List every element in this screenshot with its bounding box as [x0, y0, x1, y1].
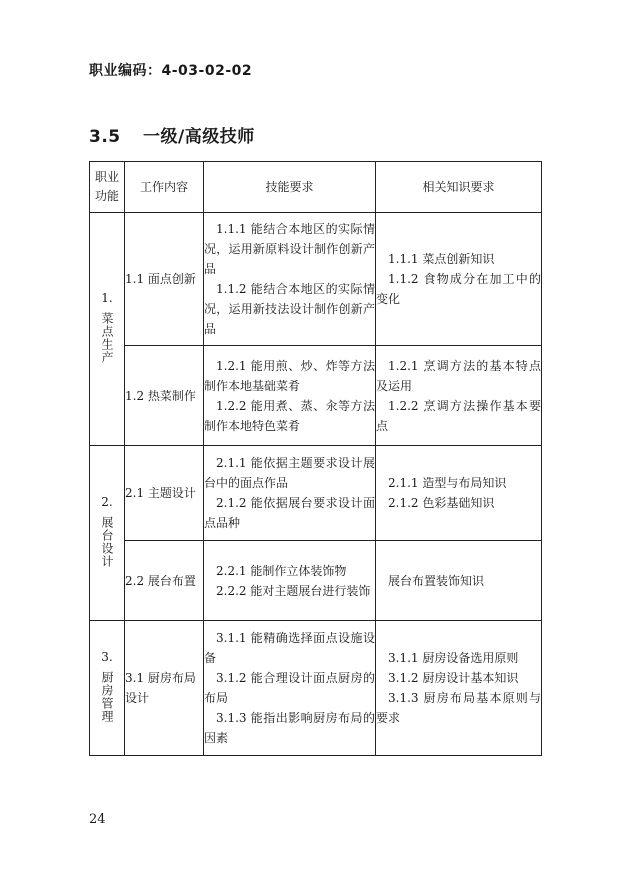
skill-item: 1.1.1 能结合本地区的实际情况，运用新原料设计制作创新产品: [204, 222, 375, 276]
knowledge-cell: [376, 213, 542, 346]
knowledge-cell: [376, 446, 542, 541]
knowledge-item: 3.1.3 厨房布局基本原则与要求: [376, 691, 541, 725]
function-name: 厨房管理: [100, 671, 114, 723]
knowledge-item: 3.1.2 厨房设计基本知识: [388, 671, 519, 685]
knowledge-cell: [376, 346, 542, 446]
page-number: 24: [89, 812, 106, 827]
header-knowledge-requirements: 相关知识要求: [376, 162, 542, 213]
table-row: [90, 346, 542, 446]
skill-item: 3.1.1 能精确选择面点设施设备: [204, 631, 375, 665]
work-content-cell: 1.1 面点创新: [125, 213, 204, 346]
table-header-row: [90, 162, 542, 213]
knowledge-item: 3.1.1 厨房设备选用原则: [388, 651, 519, 665]
knowledge-item: 2.1.1 造型与布局知识: [388, 476, 507, 490]
skill-item: 2.1.2 能依据展台要求设计面点品种: [204, 496, 375, 530]
knowledge-item: 2.1.2 色彩基础知识: [388, 496, 495, 510]
function-number: 3.: [101, 650, 113, 664]
knowledge-item: 1.1.1 菜点创新知识: [388, 252, 495, 266]
skill-cell: [204, 213, 376, 346]
function-number: 2.: [101, 495, 113, 509]
knowledge-item: 1.1.2 食物成分在加工中的变化: [376, 272, 541, 306]
table-row: [90, 213, 542, 346]
section-heading: [89, 122, 255, 147]
skill-cell: [204, 346, 376, 446]
table-row: [90, 621, 542, 756]
skill-item: 2.1.1 能依据主题要求设计展台中的面点作品: [204, 456, 375, 490]
function-cell: [90, 446, 125, 621]
header-skill-requirements: 技能要求: [204, 162, 376, 213]
skill-cell: [204, 446, 376, 541]
table-row: [90, 541, 542, 621]
skill-item: 2.2.2 能对主题展台进行装饰: [216, 583, 371, 598]
skill-item: 1.2.1 能用煎、炒、炸等方法制作本地基础菜肴: [204, 358, 375, 393]
section-number: 3.5: [89, 127, 121, 147]
knowledge-item: 1.2.1 烹调方法的基本特点及运用: [376, 358, 541, 393]
skills-requirements-table: [89, 161, 542, 756]
section-title: 一级/高级技师: [143, 127, 255, 147]
skill-cell: [204, 541, 376, 621]
skill-item: 1.2.2 能用煮、蒸、汆等方法制作本地特色菜肴: [204, 398, 375, 433]
skill-item: 3.1.2 能合理设计面点厨房的布局: [204, 671, 375, 705]
knowledge-item: 展台布置装饰知识: [388, 573, 485, 588]
function-cell: [90, 621, 125, 756]
function-number: 1.: [101, 291, 113, 305]
work-content-cell: 2.1 主题设计: [125, 446, 204, 541]
work-content-cell: 1.2 热菜制作: [125, 346, 204, 446]
function-name: 展台设计: [100, 516, 114, 568]
function-cell: [90, 213, 125, 446]
knowledge-item: 1.2.2 烹调方法操作基本要点: [376, 398, 541, 433]
work-content-cell: 2.2 展台布置: [125, 541, 204, 621]
table-row: [90, 446, 542, 541]
skill-item: 1.1.2 能结合本地区的实际情况，运用新技法设计制作创新产品: [204, 282, 375, 336]
knowledge-cell: [376, 621, 542, 756]
work-content-cell: 3.1 厨房布局设计: [125, 621, 204, 756]
skill-item: 2.2.1 能制作立体装饰物: [216, 563, 347, 578]
header-function: 职业功能: [90, 162, 125, 213]
skill-cell: [204, 621, 376, 756]
function-name: 菜点生产: [100, 312, 114, 364]
header-work-content: 工作内容: [125, 162, 204, 213]
skill-item: 3.1.3 能指出影响厨房布局的因素: [204, 711, 375, 745]
knowledge-cell: [376, 541, 542, 621]
occupation-code: 职业编码：4-03-02-02: [89, 63, 253, 79]
